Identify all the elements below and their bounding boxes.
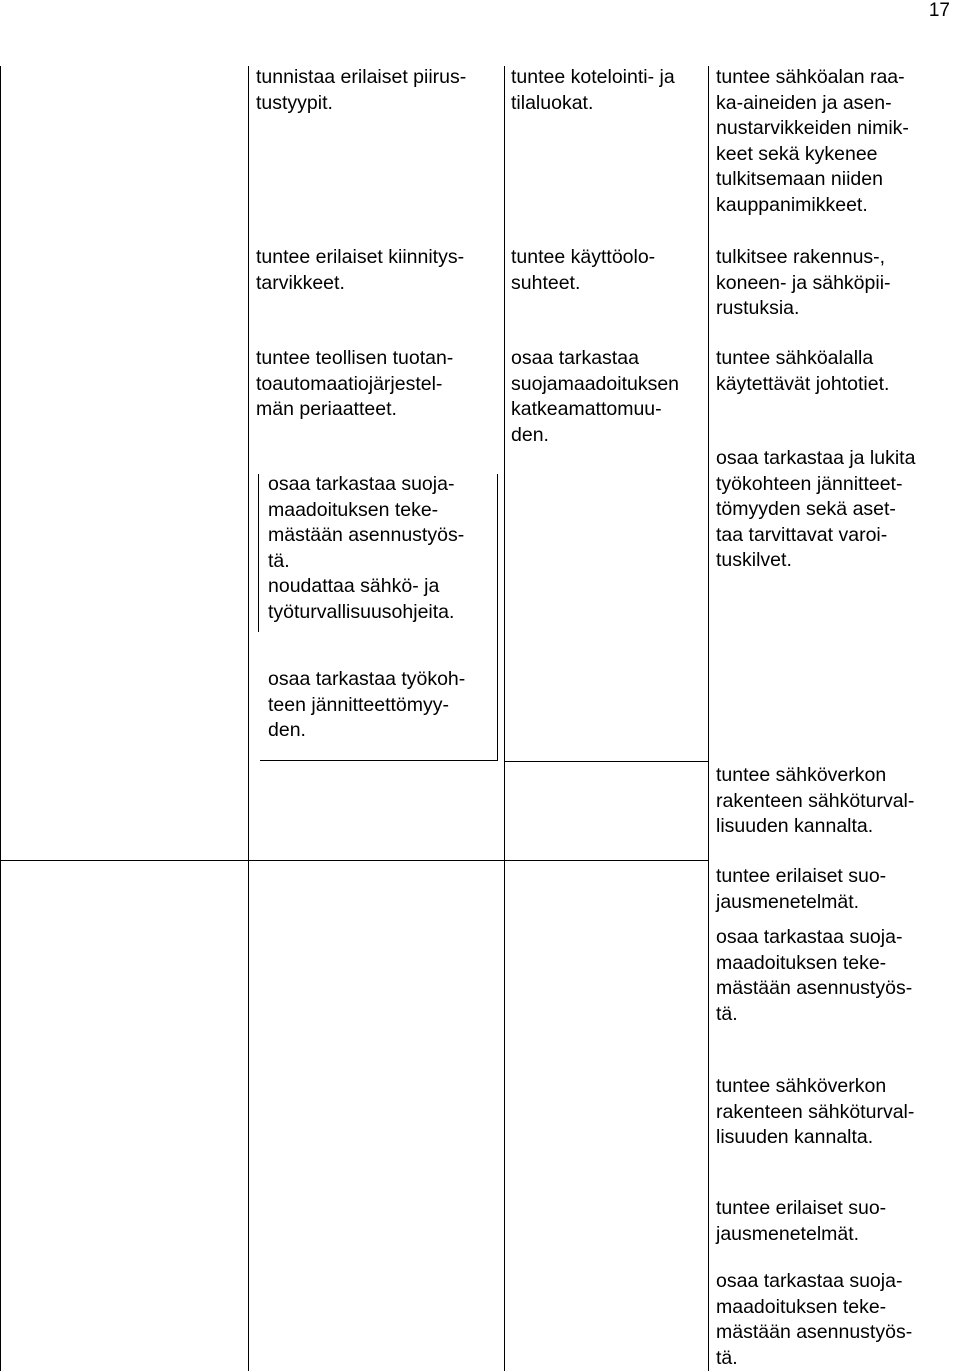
column2-item-3: osaa tarkastaa suojamaadoituksen katkeamattomuu- den. (511, 347, 680, 446)
column3-item-3: tuntee sähköalalla käytettävät johtotiet. (716, 347, 890, 395)
column3-divider (708, 66, 709, 1371)
column2-item-1: tuntee kotelointi- ja tilaluokat. (511, 66, 675, 114)
inner-box-left-border (258, 474, 259, 632)
column3-item-5: tuntee sähköverkon rakenteen sähköturval- lisuuden kannalta. (716, 764, 915, 837)
column3-item-7: osaa tarkastaa suoja- maadoituksen teke- mästään asennustyös- tä. (716, 926, 913, 1025)
column2-divider (504, 66, 505, 1371)
page-number: 17 (928, 0, 950, 21)
inner-box-right-border (497, 474, 498, 760)
table-row-divider (0, 860, 709, 861)
column1-item-6: osaa tarkastaa työkoh- teen jännitteettömyy- den. (268, 668, 466, 741)
column3-row-divider (504, 761, 709, 762)
column3-item-9: tuntee erilaiset suo- jausmenetelmät. (716, 1197, 887, 1245)
column3-item-1: tuntee sähköalan raa- ka-aineiden ja asen- nustarvikkeiden nimik- keet sekä kykenee tulkitsemaan niiden kauppanimikkeet. (716, 66, 909, 216)
column1-item-4: osaa tarkastaa suoja- maadoituksen teke- mästään asennustyös- tä. (268, 473, 465, 572)
column1-item-2: tuntee erilaiset kiinnitys- tarvikkeet. (256, 246, 465, 294)
column2-item-2: tuntee käyttöolo- suhteet. (511, 246, 656, 294)
column1-divider (248, 66, 249, 1371)
column1-item-3: tuntee teollisen tuotan- toautomaatiojärjestel- män periaatteet. (256, 347, 454, 420)
column3-item-2: tulkitsee rakennus-, koneen- ja sähköpii- rustuksia. (716, 246, 891, 319)
column1-item-1: tunnistaa erilaiset piirus- tustyypit. (256, 66, 467, 114)
column3-item-6: tuntee erilaiset suo- jausmenetelmät. (716, 865, 887, 913)
column3-item-10: osaa tarkastaa suoja- maadoituksen teke- mästään asennustyös- tä. (716, 1270, 913, 1369)
column3-item-8: tuntee sähköverkon rakenteen sähköturval- lisuuden kannalta. (716, 1075, 915, 1148)
column1-item-5: noudattaa sähkö- ja työturvallisuusohjeita. (268, 575, 455, 623)
inner-box-bottom-border (260, 760, 498, 761)
table-left-border (0, 66, 1, 1371)
column3-item-4: osaa tarkastaa ja lukita työkohteen jännitteet- tömyyden sekä aset- taa tarvittavat varoi- tuskilvet. (716, 447, 916, 571)
